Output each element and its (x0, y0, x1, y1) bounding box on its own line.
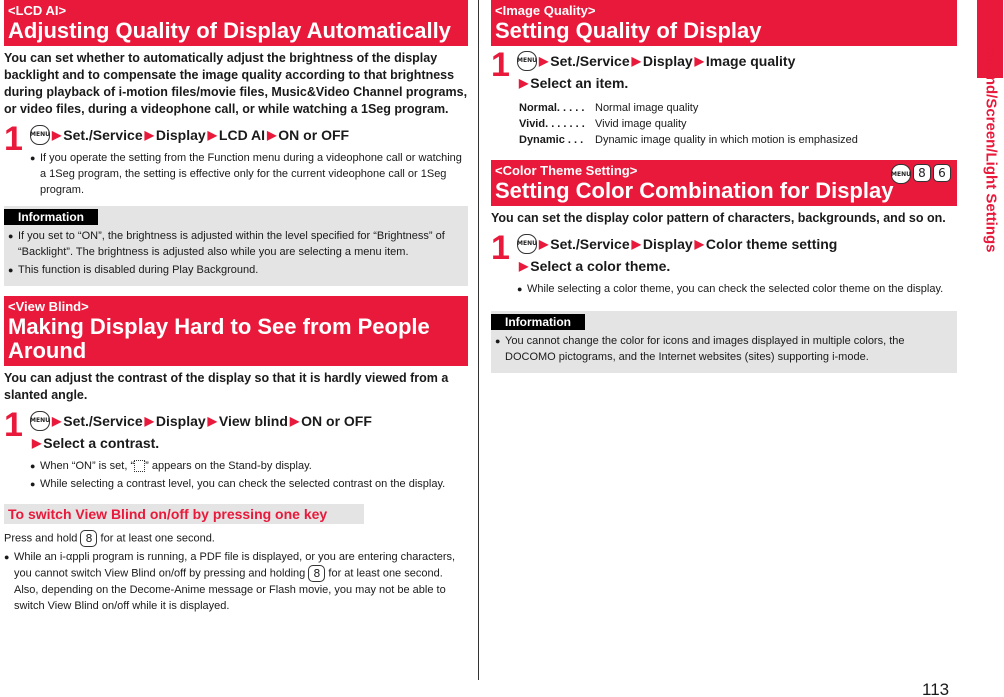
menu-item: Select a color theme. (530, 258, 671, 274)
arrow-icon: ▶ (52, 414, 62, 428)
key-6-icon: 6 (933, 164, 951, 182)
key-8-icon: 8 (80, 530, 97, 547)
option-list (491, 100, 957, 148)
chapter-title: Sound/Screen/Light Settings (982, 47, 1000, 253)
section-header-lcd-ai (4, 0, 468, 46)
menu-item: Set./Service (550, 236, 630, 252)
menu-item: ON or OFF (278, 127, 350, 143)
menu-item: Color theme setting (705, 236, 838, 252)
step-notes (4, 458, 468, 492)
information-box (4, 206, 468, 286)
arrow-icon: ▶ (289, 414, 300, 428)
arrow-icon: ▶ (694, 54, 704, 68)
step-path-line2 (517, 255, 957, 277)
step-number: 1 (491, 46, 510, 84)
arrow-icon: ▶ (144, 128, 154, 142)
section-title: Setting Color Combination for Display (495, 178, 894, 203)
section-header-image-quality (491, 0, 957, 46)
menu-item: Image quality (705, 53, 796, 69)
menu-key-icon: MENU (30, 411, 50, 431)
menu-item: View blind (218, 413, 288, 429)
step-1 (491, 46, 957, 94)
menu-key-icon: MENU (517, 51, 537, 71)
menu-item: Select an item. (530, 75, 629, 91)
menu-item: Set./Service (63, 127, 143, 143)
step-number: 1 (4, 406, 23, 444)
page-number: 113 (922, 680, 950, 697)
body-text: Press and hold 8 for at least one second. (4, 530, 468, 547)
step-1 (491, 229, 957, 277)
menu-item: Display (642, 53, 693, 69)
information-box (491, 311, 957, 373)
info-bullet: ● You cannot change the color for icons and images displayed in multiple colors, the DOCOMO pictograms, and the Internet websites (sites) supporting i-mode. (495, 333, 953, 365)
arrow-icon: ▶ (539, 237, 549, 251)
note-bullet: ● If you operate the setting from the Function menu during a videophone call or watching a 1Seg program, the setting is effective only for the current videophone call or 1Seg program. (30, 150, 468, 198)
menu-item: Select a contrast. (43, 435, 160, 451)
section-title: Making Display Hard to See from People Around (8, 314, 430, 363)
option-dynamic: Dynamic . . . Dynamic image quality in which motion is emphasized (519, 134, 858, 146)
option-normal: Normal. . . . . Normal image quality (519, 102, 699, 114)
arrow-icon: ▶ (519, 259, 529, 273)
step-path-line2 (517, 72, 957, 94)
section-intro: You can adjust the contrast of the display so that it is hardly viewed from a slanted angle. (4, 371, 449, 402)
section-title: Adjusting Quality of Display Automatically (8, 18, 451, 43)
step-path (30, 124, 468, 146)
arrow-icon: ▶ (694, 237, 704, 251)
section-header-view-blind (4, 296, 468, 366)
step-1 (4, 120, 468, 158)
step-notes (491, 281, 957, 297)
arrow-icon: ▶ (267, 128, 277, 142)
section-intro: You can set the display color pattern of characters, backgrounds, and so on. (491, 211, 946, 225)
menu-item: Display (155, 127, 206, 143)
arrow-icon: ▶ (631, 237, 641, 251)
arrow-icon: ▶ (539, 54, 549, 68)
arrow-icon: ▶ (631, 54, 641, 68)
note-bullet: ● While selecting a color theme, you can check the selected color theme on the display. (517, 281, 957, 297)
view-blind-icon (134, 460, 145, 472)
section-header-color-theme (491, 160, 957, 206)
option-vivid: Vivid. . . . . . . Vivid image quality (519, 118, 687, 130)
right-column (491, 0, 957, 373)
section-intro: You can set whether to automatically adjust the brightness of the display backlight and to compensate the image quality according to that brightness during playback of i-motion files/movie files, Music&Video Channel programs, or video files, during a videophone call, or while watching a 1Seg program. (4, 51, 468, 116)
section-tag: <View Blind> (8, 299, 89, 314)
section-tag: <Color Theme Setting> (495, 163, 638, 178)
left-column (4, 0, 468, 616)
menu-item: Set./Service (550, 53, 630, 69)
information-label: Information (491, 314, 585, 330)
menu-item: Display (155, 413, 206, 429)
note-bullet: ● While an i-αppli program is running, a PDF file is displayed, or you are entering characters, you cannot switch View Blind on/off by pressing and holding 8 for at least one second. Also, depending on the Decome-Anime message or Flash movie, you may not be able to switch View Blind on/off while it is displayed. (4, 549, 468, 614)
arrow-icon: ▶ (52, 128, 62, 142)
key-8-icon: 8 (308, 565, 325, 582)
step-path (517, 233, 957, 255)
arrow-icon: ▶ (519, 76, 529, 90)
info-bullet: ● If you set to “ON”, the brightness is adjusted within the level specified for “Brightness” of “Backlight”. The brightness is adjusted also while you are selecting a menu item. (8, 228, 464, 260)
subsection-title: To switch View Blind on/off by pressing one key (4, 504, 364, 524)
section-tag: <Image Quality> (495, 3, 596, 18)
menu-key-icon: MENU (30, 125, 50, 145)
step-1 (4, 406, 468, 454)
note-bullet: ● When “ON” is set, “ ” appears on the Stand-by display. (30, 458, 468, 474)
arrow-icon: ▶ (207, 414, 217, 428)
column-divider (478, 0, 479, 680)
info-bullet: ● This function is disabled during Play Background. (8, 262, 464, 278)
menu-item: LCD AI (218, 127, 266, 143)
arrow-icon: ▶ (144, 414, 154, 428)
step-path (30, 410, 468, 432)
section-title: Setting Quality of Display (495, 18, 762, 43)
note-bullet: ● While selecting a contrast level, you can check the selected contrast on the display. (30, 476, 468, 492)
information-label: Information (4, 209, 98, 225)
step-path-line2 (30, 432, 468, 454)
menu-key-icon: MENU (517, 234, 537, 254)
chapter-side-tab (963, 0, 1004, 400)
step-number: 1 (491, 229, 510, 267)
step-notes (4, 150, 468, 198)
menu-item: Set./Service (63, 413, 143, 429)
menu-item: Display (642, 236, 693, 252)
menu-item: ON or OFF (301, 413, 372, 429)
arrow-icon: ▶ (207, 128, 217, 142)
step-number: 1 (4, 120, 23, 158)
section-tag: <LCD AI> (8, 3, 67, 18)
arrow-icon: ▶ (32, 436, 42, 450)
shortcut-keys (891, 164, 951, 184)
key-8-icon: 8 (913, 164, 931, 182)
step-path (517, 50, 957, 72)
menu-key-icon: MENU (891, 164, 911, 184)
